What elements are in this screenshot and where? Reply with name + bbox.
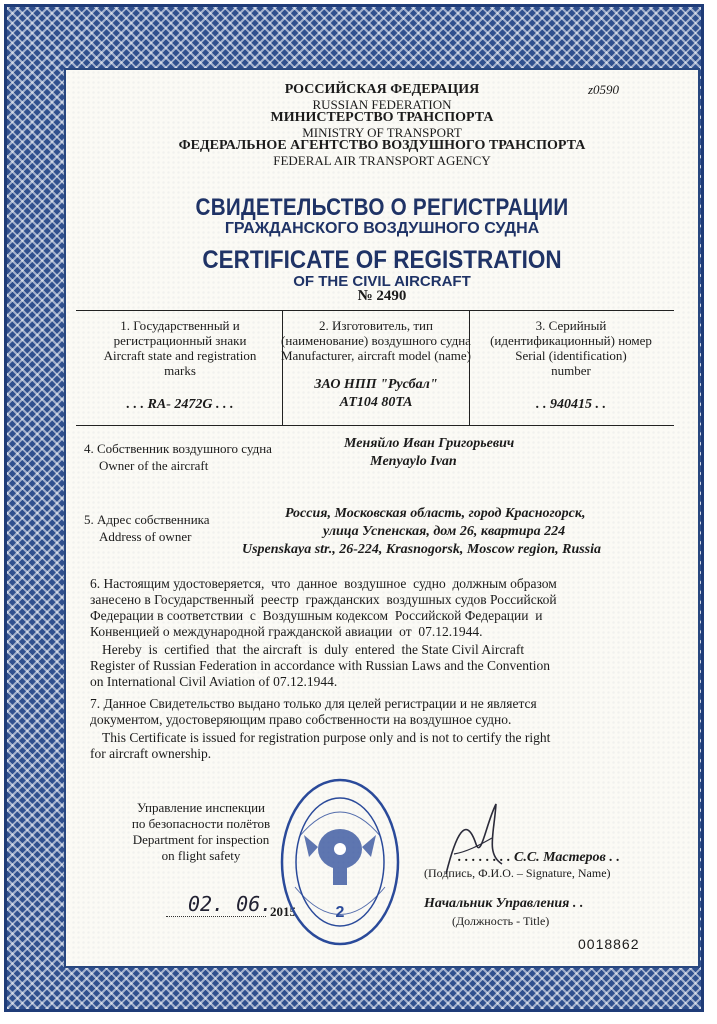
- statement6-en-1: Hereby is certified that the aircraft is duly entered the State Civil Aircraft: [102, 642, 525, 657]
- subtitle-en: OF THE CIVIL AIRCRAFT: [293, 273, 471, 290]
- col1-label-ru-1: 1. Государственный и: [120, 318, 240, 333]
- certificate-number: № 2490: [357, 288, 407, 304]
- col2-label-ru-1: 2. Изготовитель, тип: [319, 318, 433, 333]
- date-underline: [166, 916, 266, 917]
- statement7-ru-1: 7. Данное Свидетельство выдано только для целей регистрации и не является: [90, 696, 537, 711]
- owner-label-ru: 4. Собственник воздушного судна: [84, 441, 272, 456]
- owner-name-en: Menyaylo Ivan: [370, 454, 457, 469]
- agency-en: FEDERAL AIR TRANSPORT AGENCY: [273, 153, 491, 168]
- ministry-ru: МИНИСТЕРСТВО ТРАНСПОРТА: [270, 110, 494, 125]
- table-top-line: [76, 310, 674, 311]
- country-en: RUSSIAN FEDERATION: [312, 97, 452, 112]
- issuer-en-1: Department for inspection: [132, 832, 270, 847]
- col2-label-en: Manufacturer, aircraft model (name): [280, 348, 472, 363]
- table-divider-1: [282, 310, 283, 425]
- address-line2-ru: улица Успенская, дом 26, квартира 224: [323, 524, 566, 539]
- country-ru: РОССИЙСКАЯ ФЕДЕРАЦИЯ: [284, 82, 480, 97]
- registration-marks-value: . . . RA- 2472G . . .: [126, 397, 234, 412]
- statement6-en-3: on International Civil Aviation of 07.12.1944.: [90, 674, 338, 689]
- col3-label-ru-2: (идентификационный) номер: [490, 333, 652, 348]
- statement6-ru-4: Конвенцией о международной гражданской авиации от 07.12.1944.: [90, 624, 483, 639]
- statement6-en-2: Register of Russian Federation in accordance with Russian Laws and the Convention: [90, 658, 551, 673]
- ministry-en: MINISTRY OF TRANSPORT: [302, 125, 462, 140]
- owner-label-en: Owner of the aircraft: [99, 458, 209, 473]
- document-number: 0018862: [578, 936, 640, 952]
- col2-label-ru-2: (наименование) воздушного судна: [281, 333, 471, 348]
- address-label-en: Address of owner: [99, 529, 192, 544]
- signatory-name: . . . . . . . . С.С. Мастеров . .: [458, 850, 620, 865]
- date-year: 2015: [270, 904, 296, 919]
- official-seal-stamp: [279, 777, 401, 947]
- address-label-ru: 5. Адрес собственника: [84, 512, 210, 527]
- address-line1-ru: Россия, Московская область, город Красногорск,: [285, 506, 586, 521]
- statement6-ru-2: занесено в Государственный реестр гражданских воздушных судов Российской: [90, 592, 557, 607]
- serial-number-value: . . 940415 . .: [536, 397, 606, 412]
- signatory-position: Начальник Управления . .: [424, 896, 584, 911]
- title-en: CERTIFICATE OF REGISTRATION: [202, 246, 562, 274]
- table-bottom-line: [76, 425, 674, 426]
- aircraft-model-value: АТ104 80ТА: [339, 395, 413, 410]
- issuer-ru-2: по безопасности полётов: [131, 816, 271, 831]
- statement7-ru-2: документом, удостоверяющим право собственности на воздушное судно.: [90, 712, 512, 727]
- statement7-en-2: for aircraft ownership.: [90, 746, 212, 761]
- signature-caption: (Подпись, Ф.И.О. – Signature, Name): [424, 866, 611, 880]
- position-caption: (Должность - Title): [452, 914, 550, 928]
- handwritten-date: 02. 06.: [188, 892, 273, 916]
- col1-label-en-2: marks: [164, 363, 196, 378]
- agency-ru: ФЕДЕРАЛЬНОЕ АГЕНТСТВО ВОЗДУШНОГО ТРАНСПОРТА: [178, 138, 586, 153]
- subtitle-ru: ГРАЖДАНСКОГО ВОЗДУШНОГО СУДНА: [224, 220, 540, 237]
- issuer-en-2: on flight safety: [161, 848, 241, 863]
- col3-label-en-2: number: [551, 363, 591, 378]
- seal-number: 2: [335, 904, 345, 921]
- issuer-ru-1: Управление инспекции: [136, 800, 266, 815]
- statement7-en-1: This Certificate is issued for registration purpose only and is not to certify the right: [102, 730, 551, 745]
- address-line-en: Uspenskaya str., 26-224, Krasnogorsk, Moscow region, Russia: [242, 542, 602, 557]
- statement6-ru-3: Федерации в соответствии с Воздушным кодексом Российской Федерации и: [90, 608, 543, 623]
- col3-label-en-1: Serial (identification): [515, 348, 627, 363]
- statement6-ru-1: 6. Настоящим удостоверяется, что данное воздушное судно должным образом: [90, 576, 557, 591]
- table-divider-2: [469, 310, 470, 425]
- manufacturer-value: ЗАО НПП "Русбал": [314, 377, 438, 392]
- col3-label-ru-1: 3. Серийный: [535, 318, 607, 333]
- serial-code: z0590: [588, 82, 620, 97]
- col1-label-en-1: Aircraft state and registration: [103, 348, 257, 363]
- col1-label-ru-2: регистрационный знаки: [113, 333, 247, 348]
- title-ru: СВИДЕТЕЛЬСТВО О РЕГИСТРАЦИИ: [195, 194, 569, 221]
- owner-name-ru: Меняйло Иван Григорьевич: [344, 436, 515, 451]
